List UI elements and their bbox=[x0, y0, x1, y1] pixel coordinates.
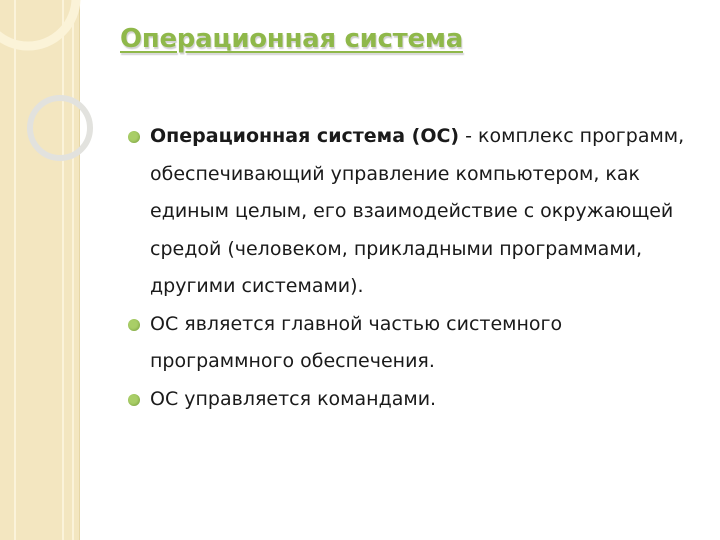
os-term: Операционная система (ОС) bbox=[150, 125, 460, 147]
deco-circle-bottom bbox=[30, 98, 90, 158]
bullet-list bbox=[128, 118, 688, 418]
bullet-item-os-definition bbox=[128, 118, 688, 306]
bullet-dot-icon bbox=[128, 131, 140, 143]
deco-circle-top bbox=[0, 0, 76, 46]
bullet-item-os-commands bbox=[128, 381, 688, 419]
slide-title: Операционная система bbox=[120, 24, 463, 54]
os-definition-text: - комплекс программ, обеспечивающий управление компьютером, как единым целым, его взаимодействие с окружающей средой (человеком, прикладными программами, другими системами). bbox=[150, 125, 685, 297]
bullet-dot-icon bbox=[128, 394, 140, 406]
bullet-dot-icon bbox=[128, 319, 140, 331]
bullet-item-os-main-part bbox=[128, 306, 688, 381]
os-commands-text: ОС управляется командами. bbox=[150, 387, 437, 410]
os-main-part-text: ОС является главной частью системного программного обеспечения. bbox=[150, 312, 563, 372]
decorative-circles bbox=[0, 0, 120, 200]
